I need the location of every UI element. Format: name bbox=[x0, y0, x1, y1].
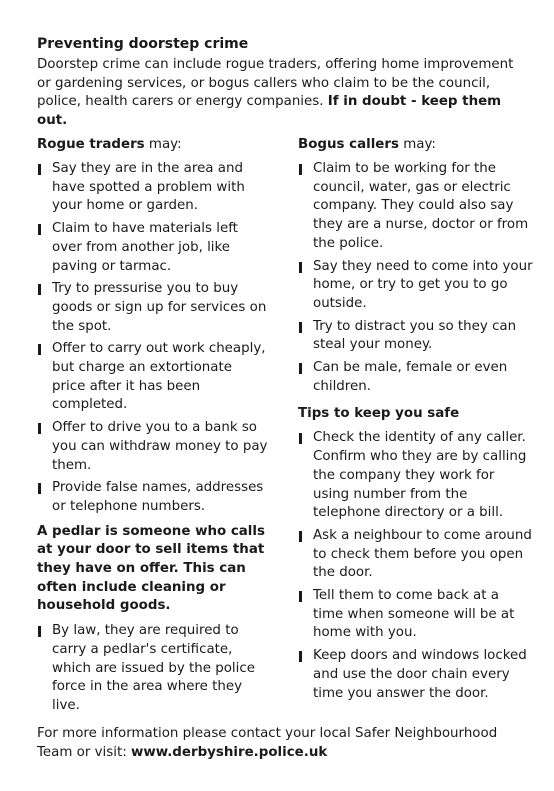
bullet-icon bbox=[38, 626, 41, 637]
rogue-traders-heading bbox=[37, 135, 269, 154]
list-item-text: Provide false names, addresses or telephone numbers. bbox=[52, 480, 264, 514]
bullet-icon bbox=[38, 344, 41, 355]
bullet-icon bbox=[38, 224, 41, 235]
list-item-text: Tell them to come back at a time when someone will be at home with you. bbox=[313, 588, 515, 641]
bogus-callers-list bbox=[298, 160, 533, 396]
bullet-icon bbox=[38, 483, 41, 494]
list-item bbox=[37, 622, 269, 716]
list-item-text: Ask a neighbour to come around to check them before you open the door. bbox=[313, 527, 532, 581]
list-item bbox=[298, 429, 533, 523]
list-item bbox=[298, 527, 533, 583]
intro-paragraph bbox=[37, 56, 527, 131]
list-item bbox=[37, 419, 269, 475]
list-item-text: Try to pressurise you to buy goods or sign up for services on the spot. bbox=[52, 281, 267, 334]
list-item-text: By law, they are required to carry a pedlar's certificate, which are issued by the police force in the area where they live. bbox=[52, 623, 255, 713]
intro-emphasis: If in doubt - keep them out. bbox=[37, 94, 502, 129]
rogue-title-rest: may: bbox=[144, 137, 182, 152]
bullet-icon bbox=[38, 423, 41, 434]
intro-text: Doorstep crime can include rogue traders, offering home improvement or gardening services, or bogus callers who claim to be the council, police, health carers or energy companies. bbox=[37, 57, 514, 110]
tips-list bbox=[298, 429, 533, 703]
leaflet bbox=[37, 35, 533, 713]
list-item bbox=[298, 258, 533, 314]
list-item-text: Say they are in the area and have spotted a problem with your home or garden. bbox=[52, 161, 245, 214]
website-link[interactable]: www.derbyshire.police.uk bbox=[130, 745, 328, 761]
list-item bbox=[298, 359, 533, 396]
bullet-icon bbox=[299, 262, 302, 273]
rogue-title-bold: Rogue traders bbox=[37, 137, 145, 152]
bullet-icon bbox=[38, 284, 41, 295]
list-item bbox=[37, 340, 269, 415]
bogus-title-bold: Bogus callers bbox=[298, 137, 399, 152]
bullet-icon bbox=[299, 363, 302, 374]
bullet-icon bbox=[299, 322, 302, 333]
list-item-text: Claim to be working for the council, water, gas or electric company. They could also say they are a nurse, doctor or from the police. bbox=[313, 161, 529, 251]
list-item-text: Offer to carry out work cheaply, but charge an extortionate price after it has been completed. bbox=[52, 341, 266, 413]
pedlar-list bbox=[37, 622, 269, 716]
pedlar-heading: A pedlar is someone who calls at your door to sell items that they have on offer. This can often include cleaning or household goods. bbox=[37, 523, 265, 614]
rogue-traders-list bbox=[37, 160, 269, 517]
list-item-text: Claim to have materials left over from another job, like paving or tarmac. bbox=[52, 221, 238, 274]
list-item-text: Say they need to come into your home, or try to get you to go outside. bbox=[313, 258, 533, 311]
list-item bbox=[37, 280, 269, 336]
list-item bbox=[298, 160, 533, 254]
list-item-text: Offer to drive you to a bank so you can withdraw money to pay them. bbox=[52, 420, 268, 473]
bogus-callers-heading bbox=[298, 135, 533, 154]
footer-text: For more information please contact your local Safer Neighbourhood Team or visit: bbox=[37, 726, 498, 761]
list-item bbox=[37, 160, 269, 216]
footer-contact bbox=[37, 725, 527, 762]
list-item bbox=[298, 647, 533, 703]
left-column bbox=[37, 135, 269, 720]
list-item-text: Try to distract you so they can steal your money. bbox=[313, 318, 517, 353]
list-item bbox=[37, 479, 269, 516]
tips-heading: Tips to keep you safe bbox=[298, 406, 460, 422]
right-column bbox=[298, 135, 533, 707]
bullet-icon bbox=[38, 164, 41, 175]
bullet-icon bbox=[299, 433, 302, 444]
list-item bbox=[37, 220, 269, 276]
page-title: Preventing doorstep crime bbox=[37, 36, 249, 52]
list-item bbox=[298, 318, 533, 355]
list-item-text: Keep doors and windows locked and use the door chain every time you answer the door. bbox=[313, 648, 527, 701]
list-item-text: Check the identity of any caller. Confirm who they are by calling the company they work for using number from the telephone directory or a bill. bbox=[313, 430, 527, 521]
list-item bbox=[298, 587, 533, 643]
bullet-icon bbox=[299, 531, 302, 542]
bullet-icon bbox=[299, 164, 302, 175]
bullet-icon bbox=[299, 591, 302, 602]
bogus-title-rest: may: bbox=[398, 137, 436, 152]
bullet-icon bbox=[299, 651, 302, 662]
list-item-text: Can be male, female or even children. bbox=[313, 360, 508, 394]
